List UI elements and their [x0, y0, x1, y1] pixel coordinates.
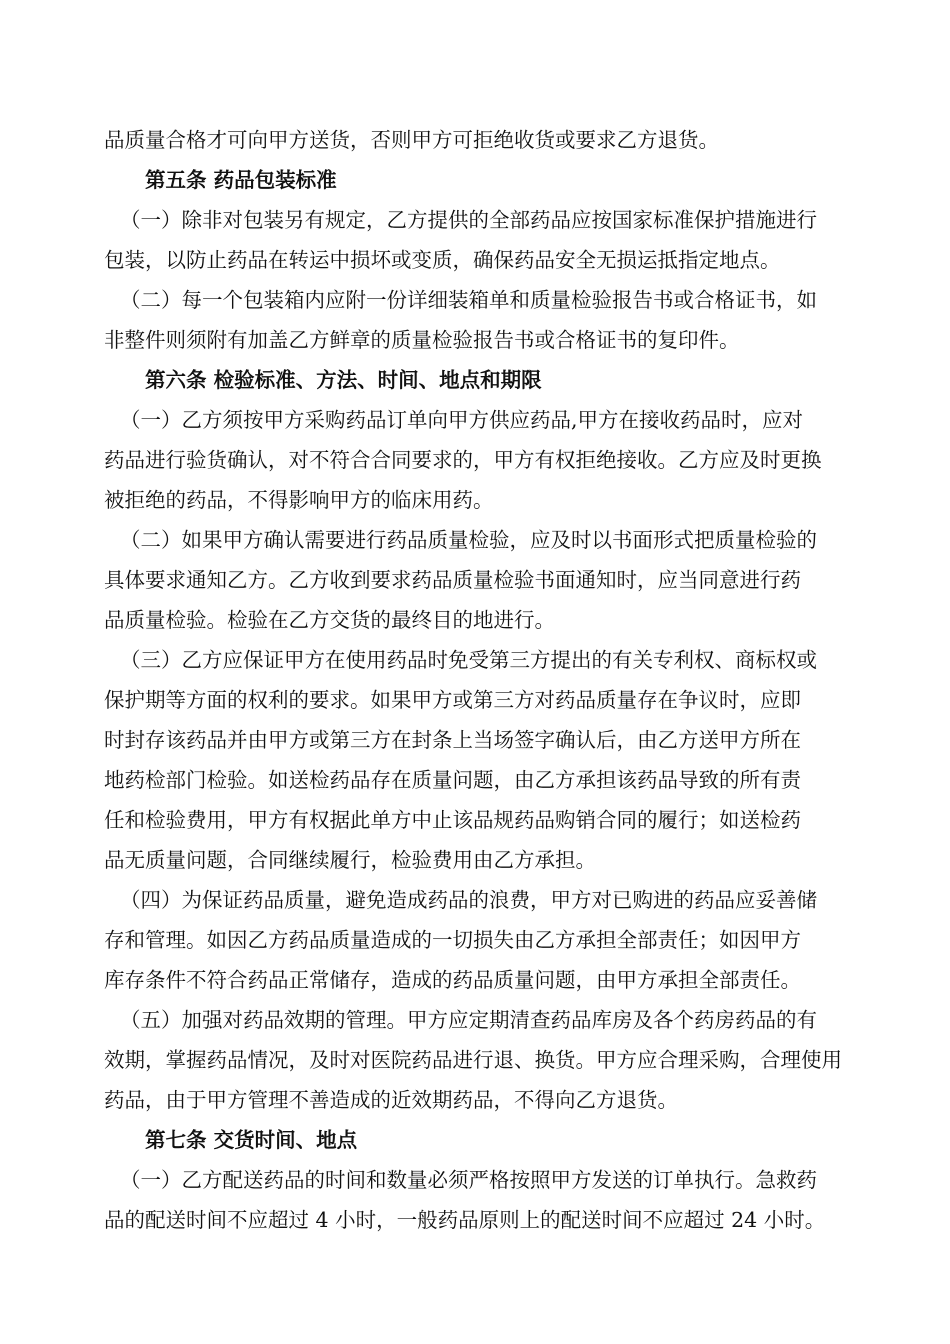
body-text-line: 品无质量问题，合同继续履行，检验费用由乙方承担。 — [104, 848, 596, 872]
body-text-line: 品的配送时间不应超过 4 小时，一般药品原则上的配送时间不应超过 24 小时。 — [104, 1208, 826, 1232]
body-text-line: 地药检部门检验。如送检药品存在质量问题，由乙方承担该药品导致的所有责 — [104, 768, 801, 792]
body-text-line: 品质量合格才可向甲方送货，否则甲方可拒绝收货或要求乙方退货。 — [104, 128, 719, 152]
body-text-line: 药品进行验货确认，对不符合合同要求的，甲方有权拒绝接收。乙方应及时更换 — [104, 448, 822, 472]
body-text-line: （一）除非对包装另有规定，乙方提供的全部药品应按国家标准保护措施进行 — [120, 208, 817, 232]
body-text-line: 时封存该药品并由甲方或第三方在封条上当场签字确认后，由乙方送甲方所在 — [104, 728, 801, 752]
body-text-line: 被拒绝的药品，不得影响甲方的临床用药。 — [104, 488, 494, 512]
body-text-line: （一）乙方须按甲方采购药品订单向甲方供应药品,甲方在接收药品时，应对 — [120, 408, 804, 432]
body-text-line: 存和管理。如因乙方药品质量造成的一切损失由乙方承担全部责任；如因甲方 — [104, 928, 801, 952]
body-text-line: 具体要求通知乙方。乙方收到要求药品质量检验书面通知时，应当同意进行药 — [104, 568, 801, 592]
body-text-line: （五）加强对药品效期的管理。甲方应定期清查药品库房及各个药房药品的有 — [120, 1008, 817, 1032]
article-7-heading: 第七条 交货时间、地点 — [145, 1128, 358, 1152]
body-text-line: 效期，掌握药品情况，及时对医院药品进行退、换货。甲方应合理采购，合理使用 — [104, 1048, 842, 1072]
body-text-line: 库存条件不符合药品正常储存，造成的药品质量问题，由甲方承担全部责任。 — [104, 968, 801, 992]
body-text-line: （二）每一个包装箱内应附一份详细装箱单和质量检验报告书或合格证书，如 — [120, 288, 817, 312]
article-5-heading: 第五条 药品包装标准 — [145, 168, 337, 192]
body-text-line: 药品，由于甲方管理不善造成的近效期药品，不得向乙方退货。 — [104, 1088, 678, 1112]
body-text-line: 保护期等方面的权利的要求。如果甲方或第三方对药品质量存在争议时，应即 — [104, 688, 801, 712]
body-text-line: （四）为保证药品质量，避免造成药品的浪费，甲方对已购进的药品应妥善储 — [120, 888, 817, 912]
body-text-line: （三）乙方应保证甲方在使用药品时免受第三方提出的有关专利权、商标权或 — [120, 648, 817, 672]
body-text-line: 非整件则须附有加盖乙方鲜章的质量检验报告书或合格证书的复印件。 — [104, 328, 740, 352]
body-text-line: （一）乙方配送药品的时间和数量必须严格按照甲方发送的订单执行。急救药 — [120, 1168, 817, 1192]
body-text-line: （二）如果甲方确认需要进行药品质量检验，应及时以书面形式把质量检验的 — [120, 528, 817, 552]
body-text-line: 任和检验费用，甲方有权据此单方中止该品规药品购销合同的履行；如送检药 — [104, 808, 801, 832]
body-text-line: 包装，以防止药品在转运中损坏或变质，确保药品安全无损运抵指定地点。 — [104, 248, 781, 272]
article-6-heading: 第六条 检验标准、方法、时间、地点和期限 — [145, 368, 542, 392]
body-text-line: 品质量检验。检验在乙方交货的最终目的地进行。 — [104, 608, 555, 632]
